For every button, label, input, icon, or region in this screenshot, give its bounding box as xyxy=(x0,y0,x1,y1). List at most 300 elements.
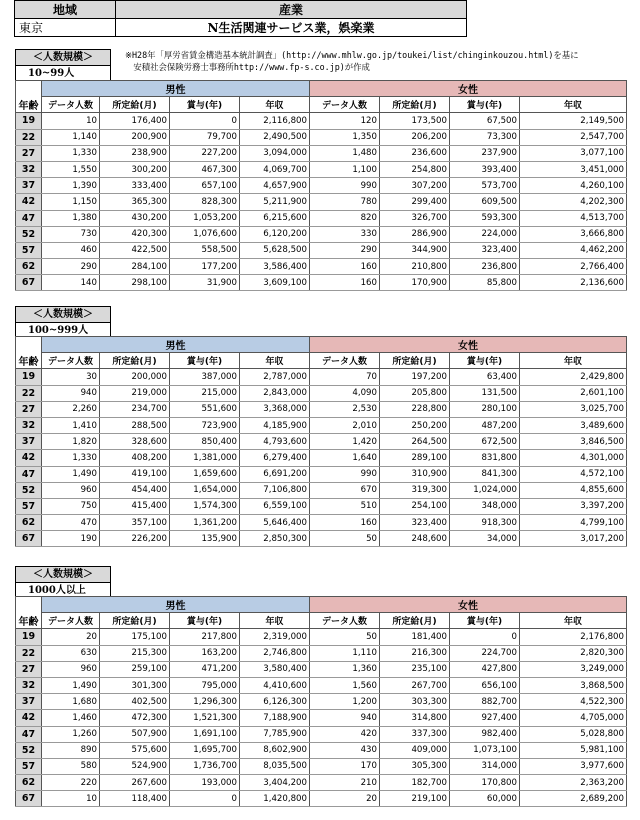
value-cell: 85,800 xyxy=(450,275,520,291)
female-header: 女性 xyxy=(310,597,627,613)
value-cell: 2,490,500 xyxy=(240,129,310,145)
value-cell: 1,360 xyxy=(310,661,380,677)
value-cell: 1,695,700 xyxy=(170,742,240,758)
value-cell: 430,200 xyxy=(100,210,170,226)
age-cell: 67 xyxy=(16,531,42,547)
value-cell: 6,559,100 xyxy=(240,498,310,514)
value-cell: 344,900 xyxy=(380,242,450,258)
value-cell: 2,260 xyxy=(42,401,100,417)
female-bonus-header: 賞与(年) xyxy=(450,353,520,369)
value-cell: 310,900 xyxy=(380,466,450,482)
value-cell: 0 xyxy=(450,629,520,645)
value-cell: 10 xyxy=(42,113,100,129)
female-count-header: データ人数 xyxy=(310,97,380,113)
value-cell: 4,572,100 xyxy=(520,466,627,482)
value-cell: 1,076,600 xyxy=(170,226,240,242)
age-cell: 57 xyxy=(16,242,42,258)
value-cell: 609,500 xyxy=(450,194,520,210)
value-cell: 200,900 xyxy=(100,129,170,145)
value-cell: 850,400 xyxy=(170,434,240,450)
table-row xyxy=(16,434,627,450)
source-note-line1: ※H28年「厚労省賃金構造基本統計調査」(http://www.mhlw.go.jp/toukei/list/chinginkouzou.html)を基に xyxy=(125,50,579,60)
value-cell: 960 xyxy=(42,482,100,498)
value-cell: 120 xyxy=(310,113,380,129)
value-cell: 236,800 xyxy=(450,259,520,275)
value-cell: 2,116,800 xyxy=(240,113,310,129)
value-cell: 7,106,800 xyxy=(240,482,310,498)
value-cell: 2,136,600 xyxy=(520,275,627,291)
size-value: 10~99人 xyxy=(15,65,111,82)
age-cell: 62 xyxy=(16,775,42,791)
age-header-blank xyxy=(16,337,42,353)
table-row xyxy=(16,194,627,210)
table-row xyxy=(16,482,627,498)
value-cell: 1,200 xyxy=(310,694,380,710)
value-cell: 34,000 xyxy=(450,531,520,547)
value-cell: 254,800 xyxy=(380,161,450,177)
age-cell: 47 xyxy=(16,466,42,482)
female-header: 女性 xyxy=(310,337,627,353)
value-cell: 750 xyxy=(42,498,100,514)
value-cell: 820 xyxy=(310,210,380,226)
table-row xyxy=(16,710,627,726)
column-header-row xyxy=(16,353,627,369)
age-cell: 32 xyxy=(16,417,42,433)
value-cell: 200,000 xyxy=(100,369,170,385)
value-cell: 3,077,100 xyxy=(520,145,627,161)
age-cell: 32 xyxy=(16,677,42,693)
value-cell: 226,200 xyxy=(100,531,170,547)
value-cell: 3,609,100 xyxy=(240,275,310,291)
value-cell: 197,200 xyxy=(380,369,450,385)
value-cell: 723,900 xyxy=(170,417,240,433)
value-cell: 1,420 xyxy=(310,434,380,450)
value-cell: 8,035,500 xyxy=(240,758,310,774)
value-cell: 301,300 xyxy=(100,677,170,693)
value-cell: 393,400 xyxy=(450,161,520,177)
male-header: 男性 xyxy=(42,81,310,97)
value-cell: 1,680 xyxy=(42,694,100,710)
table-row xyxy=(16,742,627,758)
value-cell: 2,850,300 xyxy=(240,531,310,547)
value-cell: 299,400 xyxy=(380,194,450,210)
age-cell: 37 xyxy=(16,434,42,450)
value-cell: 1,380 xyxy=(42,210,100,226)
value-cell: 326,700 xyxy=(380,210,450,226)
value-cell: 1,100 xyxy=(310,161,380,177)
value-cell: 6,120,200 xyxy=(240,226,310,242)
industry-value: N生活関連サービス業，娯楽業 xyxy=(116,19,467,37)
value-cell: 176,400 xyxy=(100,113,170,129)
value-cell: 210 xyxy=(310,775,380,791)
value-cell: 420,300 xyxy=(100,226,170,242)
value-cell: 4,513,700 xyxy=(520,210,627,226)
value-cell: 1,574,300 xyxy=(170,498,240,514)
value-cell: 1,736,700 xyxy=(170,758,240,774)
size-title: ＜人数規模＞ xyxy=(15,566,111,582)
value-cell: 4,301,000 xyxy=(520,450,627,466)
value-cell: 3,094,000 xyxy=(240,145,310,161)
value-cell: 551,600 xyxy=(170,401,240,417)
table-row xyxy=(16,385,627,401)
age-cell: 27 xyxy=(16,145,42,161)
size-box-2 xyxy=(15,306,111,339)
male-salary-header: 所定給(月) xyxy=(100,613,170,629)
value-cell: 454,400 xyxy=(100,482,170,498)
value-cell: 2,601,100 xyxy=(520,385,627,401)
value-cell: 234,700 xyxy=(100,401,170,417)
value-cell: 408,200 xyxy=(100,450,170,466)
value-cell: 940 xyxy=(310,710,380,726)
size-box-1 xyxy=(15,49,111,82)
value-cell: 3,017,200 xyxy=(520,531,627,547)
value-cell: 160 xyxy=(310,275,380,291)
column-header-row xyxy=(16,613,627,629)
age-cell: 22 xyxy=(16,385,42,401)
age-cell: 42 xyxy=(16,194,42,210)
female-income-header: 年収 xyxy=(520,353,627,369)
value-cell: 918,300 xyxy=(450,515,520,531)
value-cell: 7,785,900 xyxy=(240,726,310,742)
size-value: 1000人以上 xyxy=(15,582,111,599)
age-cell: 27 xyxy=(16,401,42,417)
value-cell: 3,586,400 xyxy=(240,259,310,275)
value-cell: 2,547,700 xyxy=(520,129,627,145)
age-cell: 52 xyxy=(16,482,42,498)
value-cell: 575,600 xyxy=(100,742,170,758)
group-header-row xyxy=(16,81,627,97)
age-header-blank xyxy=(16,597,42,613)
male-bonus-header: 賞与(年) xyxy=(170,353,240,369)
age-cell: 27 xyxy=(16,661,42,677)
age-cell: 47 xyxy=(16,210,42,226)
value-cell: 236,600 xyxy=(380,145,450,161)
value-cell: 286,900 xyxy=(380,226,450,242)
value-cell: 3,868,500 xyxy=(520,677,627,693)
value-cell: 472,300 xyxy=(100,710,170,726)
value-cell: 6,215,600 xyxy=(240,210,310,226)
value-cell: 319,300 xyxy=(380,482,450,498)
value-cell: 1,053,200 xyxy=(170,210,240,226)
value-cell: 828,300 xyxy=(170,194,240,210)
value-cell: 460 xyxy=(42,242,100,258)
value-cell: 927,400 xyxy=(450,710,520,726)
value-cell: 415,400 xyxy=(100,498,170,514)
value-cell: 1,654,000 xyxy=(170,482,240,498)
value-cell: 2,766,400 xyxy=(520,259,627,275)
table-row xyxy=(16,515,627,531)
value-cell: 1,460 xyxy=(42,710,100,726)
value-cell: 50 xyxy=(310,629,380,645)
age-cell: 37 xyxy=(16,178,42,194)
table-row xyxy=(16,466,627,482)
value-cell: 4,410,600 xyxy=(240,677,310,693)
value-cell: 175,100 xyxy=(100,629,170,645)
value-cell: 303,300 xyxy=(380,694,450,710)
value-cell: 730 xyxy=(42,226,100,242)
value-cell: 267,700 xyxy=(380,677,450,693)
male-salary-header: 所定給(月) xyxy=(100,97,170,113)
value-cell: 780 xyxy=(310,194,380,210)
value-cell: 2,820,300 xyxy=(520,645,627,661)
value-cell: 558,500 xyxy=(170,242,240,258)
age-header: 年齢 xyxy=(16,613,42,629)
value-cell: 238,900 xyxy=(100,145,170,161)
value-cell: 487,200 xyxy=(450,417,520,433)
value-cell: 250,200 xyxy=(380,417,450,433)
size-title: ＜人数規模＞ xyxy=(15,306,111,322)
value-cell: 0 xyxy=(170,113,240,129)
age-cell: 67 xyxy=(16,275,42,291)
table-row xyxy=(16,210,627,226)
female-income-header: 年収 xyxy=(520,613,627,629)
table-row xyxy=(16,242,627,258)
value-cell: 170,900 xyxy=(380,275,450,291)
value-cell: 219,000 xyxy=(100,385,170,401)
value-cell: 4,793,600 xyxy=(240,434,310,450)
value-cell: 323,400 xyxy=(450,242,520,258)
value-cell: 177,200 xyxy=(170,259,240,275)
value-cell: 841,300 xyxy=(450,466,520,482)
value-cell: 3,489,600 xyxy=(520,417,627,433)
source-note xyxy=(125,49,625,73)
value-cell: 795,000 xyxy=(170,677,240,693)
table-row xyxy=(16,775,627,791)
value-cell: 3,846,500 xyxy=(520,434,627,450)
value-cell: 2,689,200 xyxy=(520,791,627,807)
value-cell: 190 xyxy=(42,531,100,547)
value-cell: 1,350 xyxy=(310,129,380,145)
value-cell: 4,462,200 xyxy=(520,242,627,258)
male-bonus-header: 賞与(年) xyxy=(170,97,240,113)
table-row xyxy=(16,677,627,693)
value-cell: 672,500 xyxy=(450,434,520,450)
value-cell: 365,300 xyxy=(100,194,170,210)
value-cell: 206,200 xyxy=(380,129,450,145)
value-cell: 419,100 xyxy=(100,466,170,482)
value-cell: 3,451,000 xyxy=(520,161,627,177)
column-header-row xyxy=(16,97,627,113)
value-cell: 284,100 xyxy=(100,259,170,275)
value-cell: 3,368,000 xyxy=(240,401,310,417)
value-cell: 3,580,400 xyxy=(240,661,310,677)
age-cell: 22 xyxy=(16,129,42,145)
value-cell: 2,319,000 xyxy=(240,629,310,645)
table-row xyxy=(16,129,627,145)
female-income-header: 年収 xyxy=(520,97,627,113)
value-cell: 219,100 xyxy=(380,791,450,807)
male-count-header: データ人数 xyxy=(42,97,100,113)
value-cell: 20 xyxy=(310,791,380,807)
value-cell: 215,300 xyxy=(100,645,170,661)
value-cell: 1,480 xyxy=(310,145,380,161)
age-cell: 67 xyxy=(16,791,42,807)
value-cell: 328,600 xyxy=(100,434,170,450)
value-cell: 960 xyxy=(42,661,100,677)
value-cell: 1,381,000 xyxy=(170,450,240,466)
value-cell: 630 xyxy=(42,645,100,661)
value-cell: 1,691,100 xyxy=(170,726,240,742)
age-cell: 52 xyxy=(16,742,42,758)
value-cell: 280,100 xyxy=(450,401,520,417)
age-header: 年齢 xyxy=(16,353,42,369)
table-row xyxy=(16,629,627,645)
value-cell: 1,073,100 xyxy=(450,742,520,758)
age-cell: 32 xyxy=(16,161,42,177)
value-cell: 314,800 xyxy=(380,710,450,726)
value-cell: 2,010 xyxy=(310,417,380,433)
value-cell: 990 xyxy=(310,178,380,194)
age-cell: 19 xyxy=(16,113,42,129)
value-cell: 6,279,400 xyxy=(240,450,310,466)
value-cell: 3,404,200 xyxy=(240,775,310,791)
value-cell: 140 xyxy=(42,275,100,291)
value-cell: 259,100 xyxy=(100,661,170,677)
value-cell: 2,176,800 xyxy=(520,629,627,645)
table-row xyxy=(16,726,627,742)
value-cell: 4,090 xyxy=(310,385,380,401)
table-row xyxy=(16,531,627,547)
value-cell: 2,746,800 xyxy=(240,645,310,661)
value-cell: 170,800 xyxy=(450,775,520,791)
value-cell: 160 xyxy=(310,259,380,275)
value-cell: 427,800 xyxy=(450,661,520,677)
value-cell: 1,361,200 xyxy=(170,515,240,531)
region-label: 地域 xyxy=(15,1,116,19)
value-cell: 337,300 xyxy=(380,726,450,742)
size-box-3 xyxy=(15,566,111,599)
value-cell: 228,800 xyxy=(380,401,450,417)
value-cell: 5,646,400 xyxy=(240,515,310,531)
value-cell: 20 xyxy=(42,629,100,645)
age-cell: 37 xyxy=(16,694,42,710)
value-cell: 1,140 xyxy=(42,129,100,145)
value-cell: 4,202,300 xyxy=(520,194,627,210)
value-cell: 4,069,700 xyxy=(240,161,310,177)
region-value: 東京 xyxy=(15,19,116,37)
table-row xyxy=(16,226,627,242)
value-cell: 2,363,200 xyxy=(520,775,627,791)
value-cell: 1,640 xyxy=(310,450,380,466)
value-cell: 982,400 xyxy=(450,726,520,742)
value-cell: 224,000 xyxy=(450,226,520,242)
value-cell: 173,500 xyxy=(380,113,450,129)
value-cell: 237,900 xyxy=(450,145,520,161)
value-cell: 348,000 xyxy=(450,498,520,514)
male-income-header: 年収 xyxy=(240,613,310,629)
table-row xyxy=(16,369,627,385)
value-cell: 1,820 xyxy=(42,434,100,450)
value-cell: 1,521,300 xyxy=(170,710,240,726)
value-cell: 3,025,700 xyxy=(520,401,627,417)
group-header-row xyxy=(16,597,627,613)
value-cell: 7,188,900 xyxy=(240,710,310,726)
header-table xyxy=(14,0,467,37)
value-cell: 60,000 xyxy=(450,791,520,807)
value-cell: 67,500 xyxy=(450,113,520,129)
value-cell: 181,400 xyxy=(380,629,450,645)
value-cell: 217,800 xyxy=(170,629,240,645)
value-cell: 593,300 xyxy=(450,210,520,226)
table-row xyxy=(16,178,627,194)
value-cell: 1,296,300 xyxy=(170,694,240,710)
value-cell: 471,200 xyxy=(170,661,240,677)
value-cell: 118,400 xyxy=(100,791,170,807)
value-cell: 1,560 xyxy=(310,677,380,693)
value-cell: 1,550 xyxy=(42,161,100,177)
value-cell: 882,700 xyxy=(450,694,520,710)
value-cell: 170 xyxy=(310,758,380,774)
value-cell: 30 xyxy=(42,369,100,385)
male-income-header: 年収 xyxy=(240,353,310,369)
value-cell: 288,500 xyxy=(100,417,170,433)
female-count-header: データ人数 xyxy=(310,353,380,369)
table-row xyxy=(16,259,627,275)
male-bonus-header: 賞与(年) xyxy=(170,613,240,629)
value-cell: 3,977,600 xyxy=(520,758,627,774)
value-cell: 430 xyxy=(310,742,380,758)
value-cell: 330 xyxy=(310,226,380,242)
value-cell: 5,028,800 xyxy=(520,726,627,742)
value-cell: 333,400 xyxy=(100,178,170,194)
value-cell: 3,397,200 xyxy=(520,498,627,514)
value-cell: 657,100 xyxy=(170,178,240,194)
age-cell: 62 xyxy=(16,515,42,531)
value-cell: 670 xyxy=(310,482,380,498)
male-header: 男性 xyxy=(42,597,310,613)
value-cell: 79,700 xyxy=(170,129,240,145)
value-cell: 5,981,100 xyxy=(520,742,627,758)
value-cell: 6,691,200 xyxy=(240,466,310,482)
value-cell: 1,150 xyxy=(42,194,100,210)
value-cell: 220 xyxy=(42,775,100,791)
table-row xyxy=(16,161,627,177)
value-cell: 305,300 xyxy=(380,758,450,774)
value-cell: 1,330 xyxy=(42,145,100,161)
value-cell: 163,200 xyxy=(170,645,240,661)
age-cell: 42 xyxy=(16,710,42,726)
size-value: 100~999人 xyxy=(15,322,111,339)
value-cell: 357,100 xyxy=(100,515,170,531)
table-row xyxy=(16,401,627,417)
value-cell: 6,126,300 xyxy=(240,694,310,710)
value-cell: 1,420,800 xyxy=(240,791,310,807)
value-cell: 182,700 xyxy=(380,775,450,791)
value-cell: 580 xyxy=(42,758,100,774)
salary-table-small xyxy=(15,80,627,291)
value-cell: 4,657,900 xyxy=(240,178,310,194)
value-cell: 267,600 xyxy=(100,775,170,791)
value-cell: 420 xyxy=(310,726,380,742)
table-row xyxy=(16,417,627,433)
value-cell: 73,300 xyxy=(450,129,520,145)
male-salary-header: 所定給(月) xyxy=(100,353,170,369)
value-cell: 1,490 xyxy=(42,677,100,693)
value-cell: 4,705,000 xyxy=(520,710,627,726)
male-income-header: 年収 xyxy=(240,97,310,113)
value-cell: 254,100 xyxy=(380,498,450,514)
female-bonus-header: 賞与(年) xyxy=(450,97,520,113)
value-cell: 1,330 xyxy=(42,450,100,466)
table-row xyxy=(16,791,627,807)
female-count-header: データ人数 xyxy=(310,613,380,629)
value-cell: 70 xyxy=(310,369,380,385)
value-cell: 470 xyxy=(42,515,100,531)
value-cell: 1,410 xyxy=(42,417,100,433)
value-cell: 507,900 xyxy=(100,726,170,742)
value-cell: 990 xyxy=(310,466,380,482)
female-salary-header: 所定給(月) xyxy=(380,353,450,369)
